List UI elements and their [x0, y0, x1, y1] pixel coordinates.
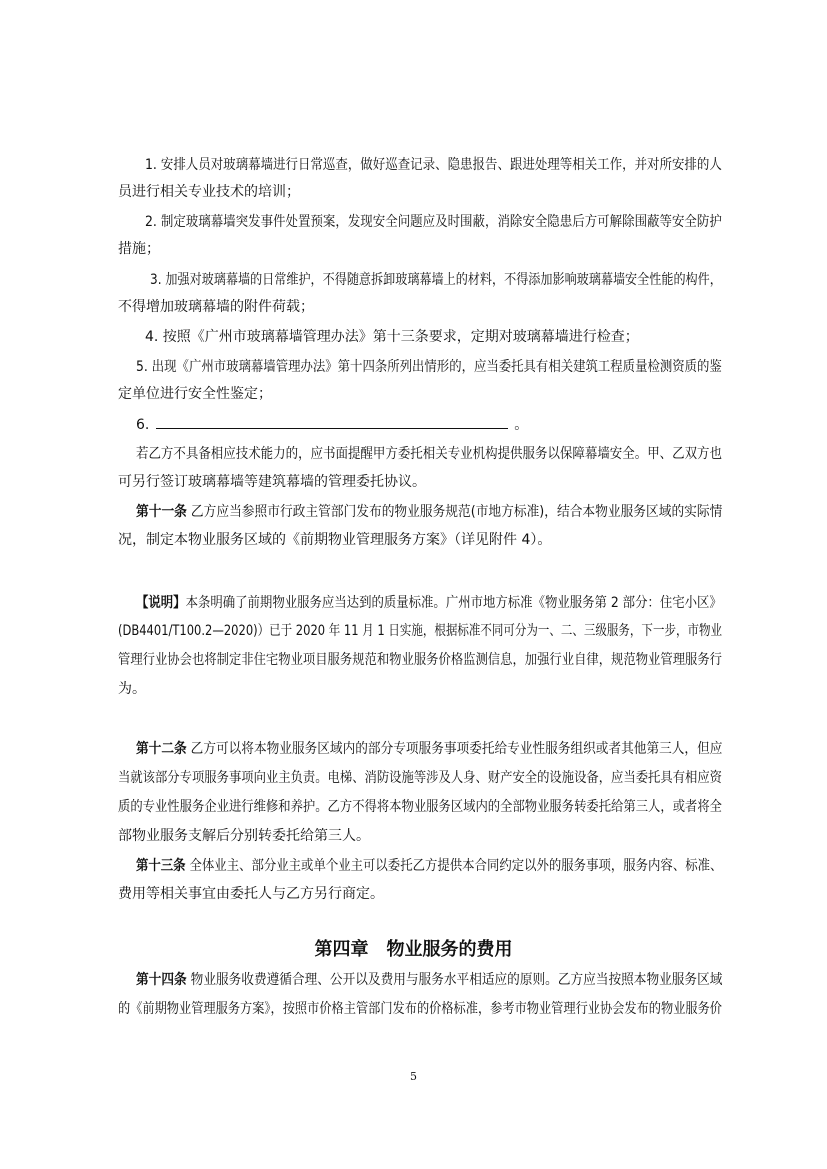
article-14-label: 第十四条: [136, 972, 187, 988]
article-12-line-3: 质的专业性服务企业进行维修和养护。乙方不得将本物业服务区域内的全部物业服务转委托给第三人，或者将全: [118, 799, 722, 815]
item-6-end: 。: [514, 417, 529, 433]
item-6-line: [136, 414, 528, 435]
article-12-line-1: [136, 739, 722, 759]
chapter-4-heading: 第四章 物业服务的费用: [314, 939, 513, 960]
item-5-line-1: 5. 出现《广州市玻璃幕墙管理办法》第十四条所列出情形的，应当委托具有相关建筑工程质量检测资质的鉴: [136, 359, 722, 375]
article-14-text-1: 物业服务收费遵循合理、公开以及费用与服务水平相适应的原则。乙方应当按照本物业服务区域: [190, 972, 723, 988]
fill-in-blank: [156, 414, 508, 429]
item-3-line-1: 3. 加强对玻璃幕墙的日常维护，不得随意拆卸玻璃幕墙上的材料，不得添加影响玻璃幕墙安全性能的构件，: [150, 272, 722, 288]
article-11-line-2: 况，制定本物业服务区域的《前期物业管理服务方案》（详见附件 4）。: [118, 532, 552, 548]
article-11-text-1: 乙方应当参照市行政主管部门发布的物业服务规范(市地方标准)，结合本物业服务区域的实际情: [190, 504, 723, 520]
note-label: 【说明】: [136, 595, 186, 611]
article-11-line-1: [136, 502, 722, 522]
article-13-text-1: 全体业主、部分业主或单个业主可以委托乙方提供本合同约定以外的服务事项，服务内容、标准、: [189, 858, 723, 874]
item-2-line-1: 2. 制定玻璃幕墙突发事件处置预案，发现安全问题应及时围蔽，消除安全隐患后方可解除围蔽等安全防护: [145, 214, 722, 230]
article-14-line-1: [136, 970, 722, 990]
note-line-1: [136, 593, 722, 613]
item-2-line-2: 措施；: [118, 241, 160, 257]
item-5-line-2: 定单位进行安全性鉴定；: [118, 386, 272, 402]
article-12-label: 第十二条: [136, 741, 187, 757]
article-11-label: 第十一条: [136, 504, 187, 520]
note-line-3: 管理行业协会也将制定非住宅物业项目服务规范和物业服务价格监测信息，加强行业自律，规范物业管理服务行: [118, 652, 722, 668]
article-14-line-2: 的《前期物业管理服务方案》，按照市价格主管部门发布的价格标准，参考市物业管理行业协会发布的物业服务价: [118, 1001, 722, 1017]
item-6-number: 6.: [136, 417, 150, 433]
article-13-label: 第十三条: [136, 858, 186, 874]
item-1-line-2: 员进行相关专业技术的培训；: [118, 184, 300, 200]
item-1-line-1: 1. 安排人员对玻璃幕墙进行日常巡查，做好巡查记录、隐患报告、跟进处理等相关工作，并对所安排的人: [145, 157, 722, 173]
note-line-2: (DB4401/T100.2—2020)）已于 2020 年 11 月 1 日实施，根据标准不同可分为一、二、三级服务，下一步，市物业: [118, 623, 722, 639]
para-after-line-2: 可另行签订玻璃幕墙等建筑幕墙的管理委托协议。: [118, 474, 426, 490]
article-13-line-2: 费用等相关事宜由委托人与乙方另行商定。: [118, 886, 384, 902]
article-12-line-2: 当就该部分专项服务事项向业主负责。电梯、消防设施等涉及人身、财产安全的设施设备，应当委托具有相应资: [118, 770, 722, 786]
article-12-line-4: 部物业服务支解后分别转委托给第三人。: [118, 828, 370, 844]
para-after-line-1: 若乙方不具备相应技术能力的，应书面提醒甲方委托相关专业机构提供服务以保障幕墙安全。甲、乙双方也: [136, 446, 722, 462]
item-4-line-1: 4. 按照《广州市玻璃幕墙管理办法》第十三条要求，定期对玻璃幕墙进行检查；: [145, 329, 639, 345]
article-13-line-1: [136, 856, 722, 876]
article-12-text-1: 乙方可以将本物业服务区域内的部分专项服务事项委托给专业性服务组织或者其他第三人，但应: [190, 741, 723, 757]
note-line-4: 为。: [118, 681, 146, 697]
item-3-line-2: 不得增加玻璃幕墙的附件荷载；: [118, 299, 314, 315]
note-text-1: 本条明确了前期物业服务应当达到的质量标准。广州市地方标准《物业服务第 2 部分：住宅小区》: [185, 595, 722, 611]
page-number: 5: [410, 1070, 417, 1083]
